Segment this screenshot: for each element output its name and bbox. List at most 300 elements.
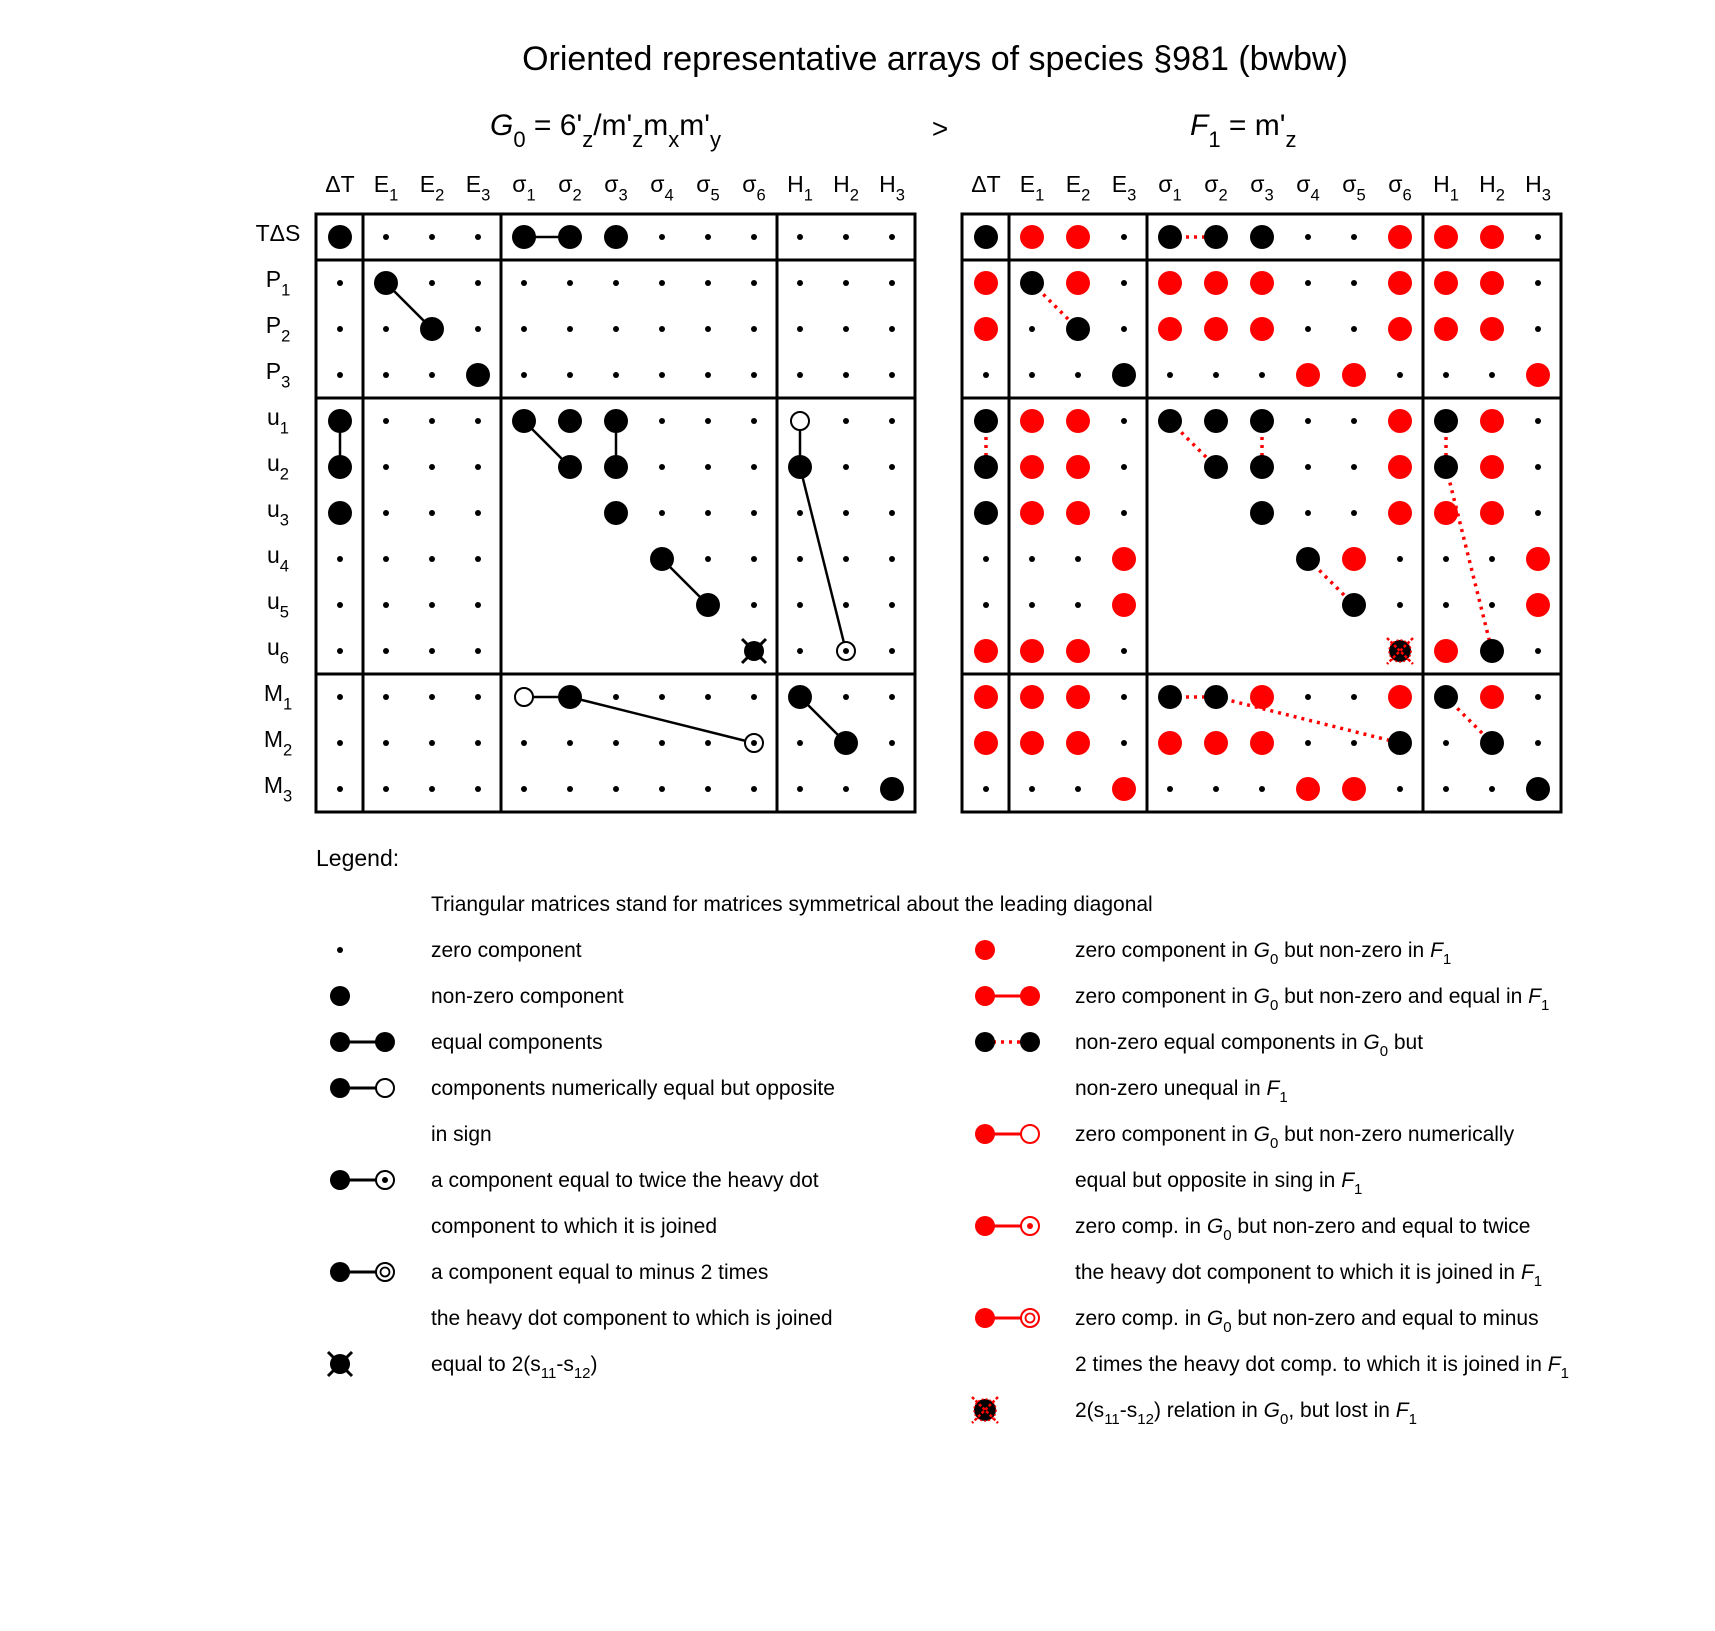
right-cell-11-9	[1388, 731, 1412, 755]
right-cell-3-4	[1167, 372, 1173, 378]
right-cell-8-1	[1029, 602, 1035, 608]
right-cell-7-7	[1296, 547, 1320, 571]
right-cell-1-10	[1434, 271, 1458, 295]
left-cell-2-10	[797, 326, 803, 332]
left-cell-6-8	[705, 510, 711, 516]
right-cell-2-2	[1066, 317, 1090, 341]
right-cell-9-9	[1387, 638, 1413, 664]
left-cell-2-1	[383, 326, 389, 332]
right-cell-2-10	[1434, 317, 1458, 341]
legend-left-text-3-0: components numerically equal but opposite	[431, 1077, 835, 1100]
right-title-text: $F_1 = m'_z$	[1190, 109, 1297, 152]
left-cell-4-5	[558, 409, 582, 433]
right-cell-8-9	[1397, 602, 1403, 608]
right-cell-2-3	[1121, 326, 1127, 332]
left-cell-5-6	[604, 455, 628, 479]
right-cell-9-1	[1020, 639, 1044, 663]
row-label-4: $u_1$	[267, 404, 289, 438]
left-cell-3-12	[889, 372, 895, 378]
legend-right-symbol-6-mark	[972, 1397, 998, 1423]
right-cell-5-10	[1434, 455, 1458, 479]
right-cell-5-6	[1250, 455, 1274, 479]
left-cell-3-8	[705, 372, 711, 378]
right-cell-2-5	[1204, 317, 1228, 341]
right-cell-11-3	[1121, 740, 1127, 746]
left-cell-0-11	[843, 234, 849, 240]
right-cell-5-11	[1480, 455, 1504, 479]
left-cell-3-9	[751, 372, 757, 378]
left-cell-10-5	[558, 685, 582, 709]
right-cell-12-1	[1029, 786, 1035, 792]
left-cell-11-4	[521, 740, 527, 746]
right-cell-5-7	[1305, 464, 1311, 470]
left-cell-11-6	[613, 740, 619, 746]
legend-right-symbol-1	[975, 986, 1040, 1006]
right-cell-11-5	[1204, 731, 1228, 755]
right-cell-8-2	[1075, 602, 1081, 608]
right-matrix-title	[1190, 109, 1297, 152]
legend-left-symbol-0	[337, 947, 343, 953]
left-cell-9-1	[383, 648, 389, 654]
right-cell-3-5	[1213, 372, 1219, 378]
left-cell-8-3	[475, 602, 481, 608]
right-cell-6-1	[1020, 501, 1044, 525]
left-cell-0-12	[889, 234, 895, 240]
left-col-header-0: ΔT	[325, 171, 355, 197]
right-cell-0-10	[1434, 225, 1458, 249]
legend-right-symbol-0	[975, 940, 995, 960]
right-cell-12-8	[1342, 777, 1366, 801]
right-cell-12-6	[1259, 786, 1265, 792]
left-col-header-4: $\sigma_1$	[512, 171, 536, 205]
legend-left-symbol-6-mark	[328, 1352, 352, 1376]
left-cell-1-6	[613, 280, 619, 286]
right-cell-6-9	[1388, 501, 1412, 525]
right-cell-4-5	[1204, 409, 1228, 433]
left-title-text: $G_0 = 6'_z/m'_zm_xm'_y$	[490, 109, 721, 152]
left-col-header-3: $E_3$	[465, 171, 491, 205]
right-cell-10-0	[974, 685, 998, 709]
left-cell-11-5	[567, 740, 573, 746]
diagram-title: Oriented representative arrays of species §981 (bwbw)	[522, 40, 1348, 78]
left-cell-1-7	[659, 280, 665, 286]
legend-right-text-1-0: zero component in $G_0$ but non-zero and equal in $F_1$	[1075, 985, 1550, 1014]
row-label-7: $u_4$	[267, 542, 289, 576]
right-cell-9-10	[1434, 639, 1458, 663]
left-link-7	[800, 467, 846, 651]
left-cell-12-6	[613, 786, 619, 792]
left-cell-4-1	[383, 418, 389, 424]
right-cell-7-9	[1397, 556, 1403, 562]
right-cell-9-3	[1121, 648, 1127, 654]
right-cell-11-0	[974, 731, 998, 755]
right-cell-1-4	[1158, 271, 1182, 295]
left-cell-11-12	[889, 740, 895, 746]
left-cell-0-7	[659, 234, 665, 240]
right-cell-3-7	[1296, 363, 1320, 387]
left-cell-9-9	[742, 639, 766, 663]
legend-right-symbol-3	[975, 1124, 1039, 1144]
right-cell-7-12	[1526, 547, 1550, 571]
right-cell-5-8	[1351, 464, 1357, 470]
right-cell-0-6	[1250, 225, 1274, 249]
row-label-6: $u_3$	[267, 496, 289, 530]
right-cell-1-3	[1121, 280, 1127, 286]
left-cell-7-3	[475, 556, 481, 562]
legend-right-text-4-1: the heavy dot component to which it is joined in $F_1$	[1075, 1261, 1543, 1290]
left-cell-11-3	[475, 740, 481, 746]
right-cell-3-11	[1489, 372, 1495, 378]
right-cell-0-4	[1158, 225, 1182, 249]
left-cell-0-4	[512, 225, 536, 249]
left-cell-1-10	[797, 280, 803, 286]
left-cell-10-4	[515, 688, 533, 706]
right-col-header-0: ΔT	[971, 171, 1001, 197]
right-cell-3-12	[1526, 363, 1550, 387]
left-cell-1-9	[751, 280, 757, 286]
left-cell-9-0	[337, 648, 343, 654]
right-cell-12-3	[1112, 777, 1136, 801]
right-col-header-6: $\sigma_3$	[1250, 171, 1274, 205]
left-cell-6-2	[429, 510, 435, 516]
left-cell-10-1	[383, 694, 389, 700]
right-cell-2-4	[1158, 317, 1182, 341]
right-cell-6-8	[1351, 510, 1357, 516]
right-cell-6-10	[1434, 501, 1458, 525]
right-cell-10-3	[1121, 694, 1127, 700]
right-cell-1-6	[1250, 271, 1274, 295]
right-cell-3-8	[1342, 363, 1366, 387]
left-cell-6-1	[383, 510, 389, 516]
left-cell-9-2	[429, 648, 435, 654]
left-cell-1-12	[889, 280, 895, 286]
right-cell-3-10	[1443, 372, 1449, 378]
left-cell-7-0	[337, 556, 343, 562]
left-cell-6-6	[604, 501, 628, 525]
left-cell-4-12	[889, 418, 895, 424]
right-cell-4-1	[1020, 409, 1044, 433]
left-cell-3-1	[383, 372, 389, 378]
left-cell-1-8	[705, 280, 711, 286]
right-cell-12-11	[1489, 786, 1495, 792]
left-col-header-6: $\sigma_3$	[604, 171, 628, 205]
right-cell-6-2	[1066, 501, 1090, 525]
right-link-9	[1216, 697, 1400, 743]
left-cell-9-3	[475, 648, 481, 654]
right-cell-4-7	[1305, 418, 1311, 424]
left-cell-7-2	[429, 556, 435, 562]
left-cell-7-10	[797, 556, 803, 562]
legend-left-symbol-3	[330, 1078, 394, 1098]
left-cell-0-0	[328, 225, 352, 249]
left-cell-4-9	[751, 418, 757, 424]
left-col-header-7: $\sigma_4$	[650, 171, 674, 205]
right-cell-10-6	[1250, 685, 1274, 709]
right-cell-4-0	[974, 409, 998, 433]
left-col-header-12: $H_3$	[879, 171, 905, 205]
left-cell-3-4	[521, 372, 527, 378]
right-cell-0-0	[974, 225, 998, 249]
left-cell-11-1	[383, 740, 389, 746]
legend-left-symbol-5	[330, 1262, 394, 1282]
right-cell-10-10	[1434, 685, 1458, 709]
left-cell-12-2	[429, 786, 435, 792]
legend-left-text-6-0: equal to $2(s_{11}-s_{12})$	[431, 1353, 598, 1382]
right-cell-12-9	[1397, 786, 1403, 792]
left-cell-8-11	[843, 602, 849, 608]
left-cell-6-12	[889, 510, 895, 516]
legend-right-text-2-1: non-zero unequal in $F_1$	[1075, 1077, 1288, 1106]
right-cell-0-8	[1351, 234, 1357, 240]
left-cell-10-6	[613, 694, 619, 700]
right-cell-5-0	[974, 455, 998, 479]
left-cell-1-5	[567, 280, 573, 286]
left-cell-1-3	[475, 280, 481, 286]
left-cell-5-2	[429, 464, 435, 470]
right-cell-4-4	[1158, 409, 1182, 433]
legend-right-text-6-0: $2(s_{11}-s_{12})$ relation in $G_0$, but lost in $F_1$	[1075, 1399, 1417, 1428]
left-cell-10-7	[659, 694, 665, 700]
legend-left-symbol-4	[330, 1170, 394, 1190]
left-cell-11-7	[659, 740, 665, 746]
right-cell-5-3	[1121, 464, 1127, 470]
right-cell-11-2	[1066, 731, 1090, 755]
left-cell-3-5	[567, 372, 573, 378]
right-cell-11-1	[1020, 731, 1044, 755]
left-matrix-G0	[256, 171, 915, 812]
right-cell-8-12	[1526, 593, 1550, 617]
right-cell-7-8	[1342, 547, 1366, 571]
legend-left-column	[328, 939, 835, 1382]
right-cell-10-12	[1535, 694, 1541, 700]
right-cell-11-7	[1305, 740, 1311, 746]
left-cell-5-10	[788, 455, 812, 479]
right-cell-4-12	[1535, 418, 1541, 424]
legend-left-symbol-2	[330, 1032, 395, 1052]
right-col-header-10: $H_1$	[1433, 171, 1459, 205]
right-cell-12-12	[1526, 777, 1550, 801]
left-cell-10-11	[843, 694, 849, 700]
right-cell-10-8	[1351, 694, 1357, 700]
left-cell-5-5	[558, 455, 582, 479]
right-cell-7-0	[983, 556, 989, 562]
left-matrix-title	[490, 109, 721, 152]
left-cell-7-11	[843, 556, 849, 562]
right-cell-11-8	[1351, 740, 1357, 746]
right-cell-8-10	[1443, 602, 1449, 608]
left-cell-12-8	[705, 786, 711, 792]
row-label-3: $P_3$	[265, 358, 291, 392]
left-cell-0-2	[429, 234, 435, 240]
right-cell-4-3	[1121, 418, 1127, 424]
left-cell-4-0	[328, 409, 352, 433]
left-cell-3-0	[337, 372, 343, 378]
left-cell-5-11	[843, 464, 849, 470]
right-col-header-5: $\sigma_2$	[1204, 171, 1228, 205]
right-cell-8-11	[1489, 602, 1495, 608]
left-col-header-11: $H_2$	[833, 171, 859, 205]
right-cell-11-10	[1443, 740, 1449, 746]
left-cell-8-0	[337, 602, 343, 608]
legend-left-text-0-0: zero component	[431, 939, 582, 962]
right-cell-1-2	[1066, 271, 1090, 295]
left-cell-0-6	[604, 225, 628, 249]
legend-right-symbol-4	[975, 1216, 1039, 1236]
legend-left-text-5-1: the heavy dot component to which is joined	[431, 1307, 833, 1330]
right-cell-10-4	[1158, 685, 1182, 709]
left-cell-7-1	[383, 556, 389, 562]
right-cell-11-11	[1480, 731, 1504, 755]
left-cell-11-11	[834, 731, 858, 755]
legend-right-text-4-0: zero comp. in $G_0$ but non-zero and equal to twice	[1075, 1215, 1531, 1244]
legend-right-symbol-2	[975, 1032, 1040, 1052]
right-cell-1-0	[974, 271, 998, 295]
left-cell-12-9	[751, 786, 757, 792]
left-cell-3-6	[613, 372, 619, 378]
right-cell-5-1	[1020, 455, 1044, 479]
right-cell-1-7	[1305, 280, 1311, 286]
right-cell-6-6	[1250, 501, 1274, 525]
right-cell-5-12	[1535, 464, 1541, 470]
right-cell-3-3	[1112, 363, 1136, 387]
right-cell-0-1	[1020, 225, 1044, 249]
left-cell-5-9	[751, 464, 757, 470]
right-cell-4-9	[1388, 409, 1412, 433]
left-cell-8-10	[797, 602, 803, 608]
left-cell-9-10	[797, 648, 803, 654]
right-cell-1-9	[1388, 271, 1412, 295]
left-cell-10-8	[705, 694, 711, 700]
right-cell-12-7	[1296, 777, 1320, 801]
row-label-2: $P_2$	[265, 312, 291, 346]
left-cell-2-2	[420, 317, 444, 341]
left-cell-8-9	[751, 602, 757, 608]
left-cell-0-5	[558, 225, 582, 249]
left-cell-0-3	[475, 234, 481, 240]
left-cell-1-4	[521, 280, 527, 286]
right-col-header-4: $\sigma_1$	[1158, 171, 1182, 205]
left-cell-1-11	[843, 280, 849, 286]
right-col-header-2: $E_2$	[1065, 171, 1091, 205]
left-col-header-9: $\sigma_6$	[742, 171, 766, 205]
right-cell-2-0	[974, 317, 998, 341]
right-cell-2-11	[1480, 317, 1504, 341]
left-cell-10-9	[751, 694, 757, 700]
right-cell-1-1	[1020, 271, 1044, 295]
left-cell-1-0	[337, 280, 343, 286]
right-cell-6-12	[1535, 510, 1541, 516]
right-cell-2-6	[1250, 317, 1274, 341]
left-cell-5-12	[889, 464, 895, 470]
right-cell-10-2	[1066, 685, 1090, 709]
right-cell-7-10	[1443, 556, 1449, 562]
left-cell-6-3	[475, 510, 481, 516]
left-cell-0-9	[751, 234, 757, 240]
right-cell-4-2	[1066, 409, 1090, 433]
right-cell-9-11	[1480, 639, 1504, 663]
left-cell-4-11	[843, 418, 849, 424]
right-cell-3-2	[1075, 372, 1081, 378]
left-cell-6-0	[328, 501, 352, 525]
right-cell-9-0	[974, 639, 998, 663]
row-label-8: $u_5$	[267, 588, 289, 622]
legend-right-symbol-6	[972, 1397, 998, 1423]
right-col-header-12: $H_3$	[1525, 171, 1551, 205]
legend-left-text-2-0: equal components	[431, 1031, 603, 1054]
left-cell-11-0	[337, 740, 343, 746]
left-cell-1-1	[374, 271, 398, 295]
legend-right-symbol-5	[975, 1308, 1039, 1328]
right-cell-0-9	[1388, 225, 1412, 249]
left-cell-11-10	[797, 740, 803, 746]
right-cell-11-6	[1250, 731, 1274, 755]
right-cell-6-3	[1121, 510, 1127, 516]
right-cell-1-8	[1351, 280, 1357, 286]
left-cell-2-4	[521, 326, 527, 332]
right-cell-7-2	[1075, 556, 1081, 562]
right-cell-8-8	[1342, 593, 1366, 617]
right-cell-0-3	[1121, 234, 1127, 240]
left-cell-5-3	[475, 464, 481, 470]
left-col-header-2: $E_2$	[419, 171, 445, 205]
right-cell-0-7	[1305, 234, 1311, 240]
right-col-header-3: $E_3$	[1111, 171, 1137, 205]
right-cell-11-12	[1535, 740, 1541, 746]
left-cell-11-8	[705, 740, 711, 746]
left-cell-0-8	[705, 234, 711, 240]
right-col-header-11: $H_2$	[1479, 171, 1505, 205]
right-cell-10-1	[1020, 685, 1044, 709]
left-col-header-5: $\sigma_2$	[558, 171, 582, 205]
left-cell-12-3	[475, 786, 481, 792]
comparator-symbol: >	[931, 113, 949, 144]
right-cell-1-11	[1480, 271, 1504, 295]
left-cell-5-8	[705, 464, 711, 470]
row-label-1: $P_1$	[265, 266, 291, 300]
left-cell-5-7	[659, 464, 665, 470]
left-cell-2-9	[751, 326, 757, 332]
left-cell-4-2	[429, 418, 435, 424]
left-cell-3-7	[659, 372, 665, 378]
row-label-12: $M_3$	[263, 772, 293, 806]
left-col-header-10: $H_1$	[787, 171, 813, 205]
left-cell-7-7	[650, 547, 674, 571]
legend-right-text-5-1: 2 times the heavy dot comp. to which it is joined in $F_1$	[1075, 1353, 1569, 1382]
right-cell-6-11	[1480, 501, 1504, 525]
legend-right-column	[972, 939, 1569, 1428]
left-cell-6-9	[751, 510, 757, 516]
row-label-0: TΔS	[255, 220, 301, 246]
legend-left-text-1-0: non-zero component	[431, 985, 624, 1008]
legend-heading: Legend:	[316, 845, 400, 871]
left-cell-10-0	[337, 694, 343, 700]
left-cell-2-3	[475, 326, 481, 332]
right-cell-1-5	[1204, 271, 1228, 295]
row-label-9: $u_6$	[267, 634, 289, 668]
left-cell-6-11	[843, 510, 849, 516]
left-cell-2-0	[337, 326, 343, 332]
right-cell-2-8	[1351, 326, 1357, 332]
right-cell-5-9	[1388, 455, 1412, 479]
left-cell-7-8	[705, 556, 711, 562]
right-cell-4-11	[1480, 409, 1504, 433]
right-cell-10-5	[1204, 685, 1228, 709]
left-cell-12-4	[521, 786, 527, 792]
left-cell-12-0	[337, 786, 343, 792]
right-cell-7-1	[1029, 556, 1035, 562]
legend-left-text-5-0: a component equal to minus 2 times	[431, 1261, 769, 1284]
left-cell-4-3	[475, 418, 481, 424]
